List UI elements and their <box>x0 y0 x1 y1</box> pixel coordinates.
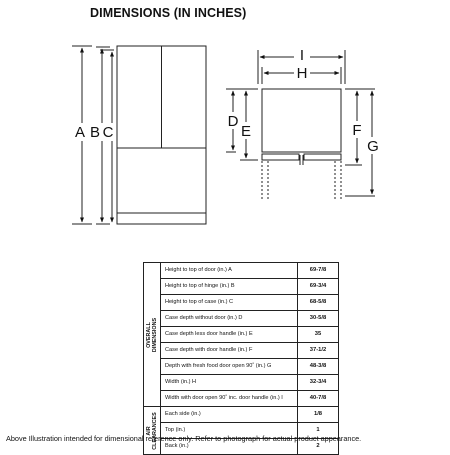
table-row <box>144 391 339 407</box>
group-label-line: DIMENSIONS <box>152 317 158 352</box>
height-labels <box>74 123 116 141</box>
table-row <box>144 295 339 311</box>
row-label: Height to top of case (in.) C <box>161 295 298 311</box>
table-row <box>144 327 339 343</box>
row-label: Height to top of door (in.) A <box>161 263 298 279</box>
label-f: F <box>352 122 362 139</box>
row-label: Each side (in.) <box>161 407 298 423</box>
row-label: Back (in.) <box>161 439 298 455</box>
page-title: DIMENSIONS (IN INCHES) <box>90 6 247 20</box>
row-value: 69-7/8 <box>298 263 339 279</box>
row-value: 68-5/8 <box>298 295 339 311</box>
row-label: Top (in.) <box>161 423 298 439</box>
row-label: Depth with fresh food door open 90˚ (in.) G <box>161 359 298 375</box>
row-label: Width (in.) H <box>161 375 298 391</box>
group-air-clearances <box>144 407 161 455</box>
label-d: D <box>227 113 239 130</box>
group-label-line: AIR <box>145 425 152 436</box>
row-label: Width with door open 90˚ inc. door handle (in.) I <box>161 391 298 407</box>
front-view <box>117 46 206 224</box>
row-label: Case depth less door handle (in.) E <box>161 327 298 343</box>
door-left <box>262 154 299 160</box>
label-b: B <box>89 124 101 141</box>
table-row <box>144 311 339 327</box>
footnote: Above Illustration intended for dimensional reference only. Refer to photograph for actual product appearance. <box>6 434 362 443</box>
case-top <box>262 89 341 152</box>
group-label-line: CLEARANCES <box>152 411 158 450</box>
row-value: 37-1/2 <box>298 343 339 359</box>
row-label: Case depth with door handle (in.) F <box>161 343 298 359</box>
row-value: 30-5/8 <box>298 311 339 327</box>
top-view <box>262 89 341 200</box>
row-label: Case depth without door (in.) D <box>161 311 298 327</box>
label-c: C <box>102 124 114 141</box>
label-h: H <box>296 65 308 82</box>
table-row <box>144 279 339 295</box>
group-overall-dimensions <box>144 263 161 407</box>
door-right <box>304 154 341 160</box>
label-a: A <box>74 124 86 141</box>
table-row <box>144 359 339 375</box>
row-value: 48-3/8 <box>298 359 339 375</box>
group-label-line: OVERALL <box>145 321 152 348</box>
row-value: 1 <box>298 423 339 439</box>
table-row <box>144 407 339 423</box>
table-row <box>144 263 339 279</box>
row-value: 69-3/4 <box>298 279 339 295</box>
table-row <box>144 375 339 391</box>
row-value: 40-7/8 <box>298 391 339 407</box>
row-label: Height to top of hinge (in.) B <box>161 279 298 295</box>
row-value: 2 <box>298 439 339 455</box>
row-value: 32-3/4 <box>298 375 339 391</box>
table-row <box>144 343 339 359</box>
open-door-outline <box>262 161 341 200</box>
label-g: G <box>367 138 379 155</box>
label-e: E <box>240 123 252 140</box>
row-value: 35 <box>298 327 339 343</box>
row-value: 1/8 <box>298 407 339 423</box>
label-i: I <box>299 47 305 64</box>
dimensions-table <box>143 262 339 455</box>
